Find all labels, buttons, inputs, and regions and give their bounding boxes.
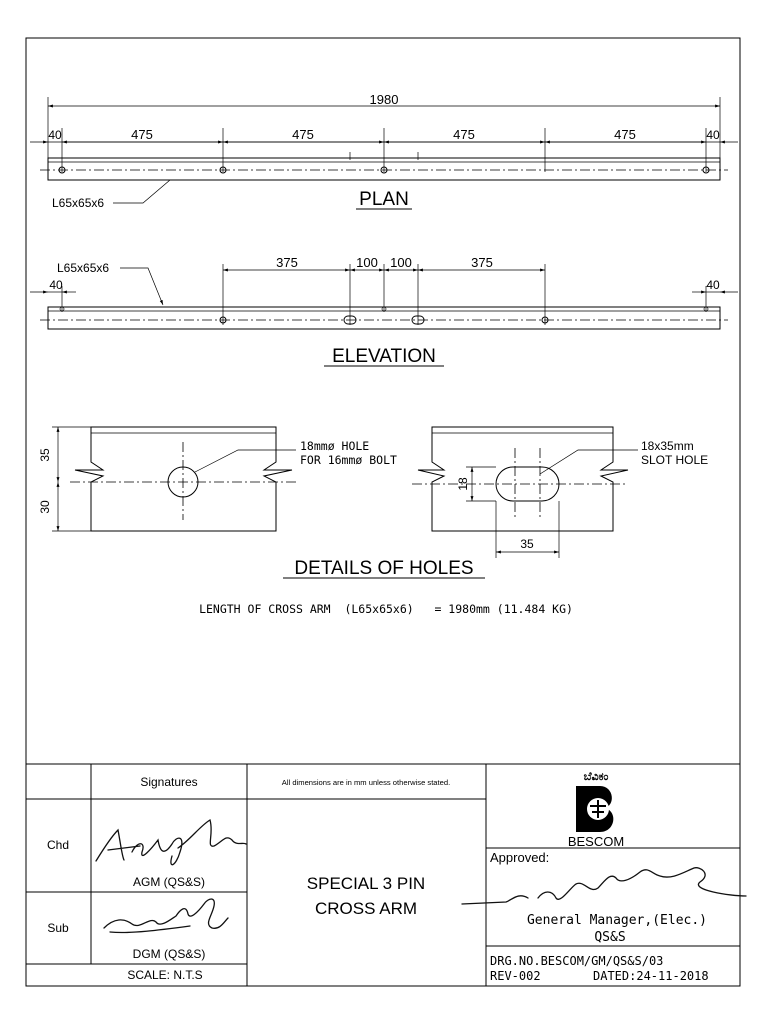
elevation-section-callout: L65x65x6 [57,261,110,275]
drawing-number: DRG.NO.BESCOM/GM/QS&S/03 [490,954,664,968]
plan-span-dim: 475 [614,127,636,142]
plan-title: PLAN [359,189,409,210]
company-name: BESCOM [567,834,625,849]
plan-span-dim: 475 [292,127,314,142]
elevation-span-dim: 375 [276,255,298,270]
approver-designation: General Manager,(Elec.) [526,913,708,928]
slot-hole-note: 18x35mm [641,439,694,453]
approver-signature [462,868,746,904]
drawing-title: CROSS ARM [314,899,418,918]
elevation-span-dim: 100 [390,255,412,270]
drawing-date: DATED:24-11-2018 [593,969,709,983]
sub-signature [104,899,228,933]
elevation-end-left-dim: 40 [49,278,63,292]
revision: REV-002 [490,969,541,983]
scale-note: SCALE: N.T.S [127,968,203,982]
chd-signature [96,820,246,865]
signatures-header: Signatures [140,775,198,789]
elevation-title: ELEVATION [332,346,436,367]
elevation-end-right-dim: 40 [706,278,720,292]
cross-arm-length-note: LENGTH OF CROSS ARM (L65x65x6) = 1980mm (11.484 KG) [199,602,573,616]
slot-height-dim: 18 [456,477,470,491]
sub-signatory: DGM (QS&S) [132,947,206,961]
bescom-logo [576,786,613,832]
chd-signatory: AGM (QS&S) [132,875,206,889]
row-label-sub: Sub [47,921,69,935]
approver-designation: QS&S [594,930,626,945]
plan-section-callout: L65x65x6 [52,196,105,210]
plan-end-left-dim: 40 [48,128,62,142]
row-label-chd: Chd [46,838,70,852]
elevation-span-dim: 100 [356,255,378,270]
drawing-title: SPECIAL 3 PIN [306,874,426,893]
slot-width-dim: 35 [520,537,534,551]
hole-dim-bottom: 30 [38,500,52,514]
plan-end-right-dim: 40 [706,128,720,142]
plan-span-dim: 475 [131,127,153,142]
slot-hole-note: SLOT HOLE [641,453,709,467]
hole-details-title: DETAILS OF HOLES [294,558,474,579]
dimensions-note: All dimensions are in mm unless otherwise stated. [281,778,451,787]
round-hole-note: FOR 16mmø BOLT [300,453,397,467]
hole-details [38,427,708,579]
hole-dim-top: 35 [38,448,52,462]
round-hole-note: 18mmø HOLE [300,439,370,453]
elevation-span-dim: 375 [471,255,493,270]
plan-view [30,92,738,210]
round-hole-section [75,427,292,531]
elevation-view [30,255,738,367]
title-block [26,764,746,986]
approved-label: Approved: [490,850,550,865]
plan-overall-dim: 1980 [369,92,399,107]
slot-hole-section [418,427,628,531]
plan-span-dim: 475 [453,127,475,142]
logo-kannada-text: ಬೆವಿಕಂ [583,771,609,783]
